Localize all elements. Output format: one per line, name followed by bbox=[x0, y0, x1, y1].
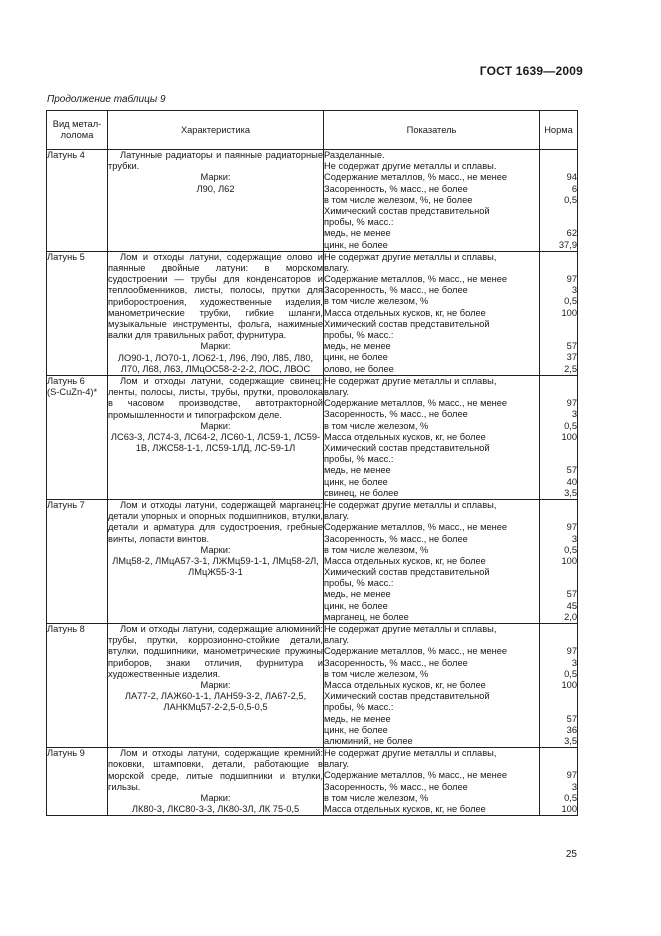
norm-value: 100 bbox=[561, 431, 577, 442]
indicator-line: Засоренность, % масс., не более bbox=[324, 409, 468, 420]
characteristic-cell bbox=[108, 150, 324, 252]
indicator-line: Содержание металлов, % масс., не менее bbox=[324, 522, 508, 533]
indicator-line: влагу. bbox=[324, 387, 350, 398]
norm-value: 3 bbox=[571, 781, 577, 792]
norm-value: 100 bbox=[561, 804, 577, 815]
norm-value: 3,5 bbox=[564, 735, 577, 746]
indicator-line: в том числе железом, % bbox=[324, 296, 429, 307]
norm-value bbox=[540, 217, 577, 228]
indicator-cell bbox=[324, 150, 540, 252]
indicator-cell bbox=[324, 375, 540, 499]
characteristic-cell bbox=[108, 499, 324, 623]
indicator-line: в том числе железом, % bbox=[324, 420, 429, 431]
indicator-line: в том числе железом, % bbox=[324, 544, 429, 555]
indicator-line: влагу. bbox=[324, 262, 350, 273]
norm-value: 57 bbox=[566, 465, 577, 476]
indicator-line: Не содержат другие металлы и сплавы, bbox=[324, 624, 497, 635]
indicator-line: Не содержат другие металлы и сплавы, bbox=[324, 251, 497, 262]
column-header-norm: Норма bbox=[540, 111, 578, 150]
characteristic-text: Лом и отходы латуни, содержащие свинец: ленты, полосы, листы, трубы, прутки, проволока в часовом производстве, автотракторной промышленности и типографском деле. bbox=[108, 375, 323, 420]
brands-label: Марки: bbox=[200, 341, 231, 352]
norm-value bbox=[540, 263, 577, 274]
indicator-line: влагу. bbox=[324, 635, 350, 646]
characteristic-text: Латунные радиаторы и паянные радиаторные трубки. bbox=[108, 150, 323, 172]
metal-type-label: Латунь 8 bbox=[47, 624, 85, 635]
indicator-line: медь, не менее bbox=[324, 341, 391, 352]
indicator-line: в том числе железом, % bbox=[324, 792, 429, 803]
indicator-line: свинец, не более bbox=[324, 487, 399, 498]
indicator-line: цинк, не более bbox=[324, 724, 388, 735]
indicator-cell bbox=[324, 251, 540, 375]
norm-value: 2,0 bbox=[564, 611, 577, 622]
metal-scrap-table bbox=[46, 110, 578, 816]
norm-value: 3 bbox=[571, 409, 577, 420]
norm-value: 37,9 bbox=[558, 239, 577, 250]
indicator-line: Химический состав представительной bbox=[324, 205, 490, 216]
indicator-line: Содержание металлов, % масс., не менее bbox=[324, 274, 508, 285]
indicator-line: пробы, % масс.: bbox=[324, 217, 394, 228]
norm-value: 3 bbox=[571, 657, 577, 668]
indicator-line: Засоренность, % масс., не более bbox=[324, 183, 468, 194]
brands-list: Л90, Л62 bbox=[196, 183, 235, 194]
indicator-line: Химический состав представительной bbox=[324, 691, 490, 702]
norm-value: 97 bbox=[566, 398, 577, 409]
table-header-row bbox=[47, 111, 578, 150]
norm-value bbox=[540, 578, 577, 589]
characteristic-text: Лом и отходы латуни, содержащие алюминий: трубы, прутки, коррозионно-стойкие детали, втулки, подшипники, манометрические пружины приборов, знаки отличия, фурнитура и художественные изделия. bbox=[108, 624, 323, 679]
indicator-line: цинк, не более bbox=[324, 239, 388, 250]
indicator-line: в том числе железом, %, не более bbox=[324, 194, 473, 205]
norm-value bbox=[540, 635, 577, 646]
norm-value: 6 bbox=[571, 183, 577, 194]
norm-value bbox=[540, 376, 577, 387]
norm-value: 94 bbox=[566, 172, 577, 183]
table-row bbox=[47, 375, 578, 499]
characteristic-text: Лом и отходы латуни, содержащие олово и паянные двойные латуни: в морском судостроении — трубы для конденсаторов и теплообменников, листы, полосы, прутки для приборостроения, художественные изделия, манометрические трубки, гибкие шланги, музыкальные инструменты, фольга, нажимные валки для травильных работ, фурнитура. bbox=[108, 251, 323, 341]
column-header-indicator: Показатель bbox=[324, 111, 540, 150]
norm-value bbox=[540, 252, 577, 263]
norm-value bbox=[540, 500, 577, 511]
indicator-line: алюминий, не более bbox=[324, 735, 413, 746]
norm-value: 0,5 bbox=[564, 296, 577, 307]
indicator-line: Содержание металлов, % масс., не менее bbox=[324, 398, 508, 409]
indicator-line: медь, не менее bbox=[324, 465, 391, 476]
characteristic-cell bbox=[108, 748, 324, 816]
table-row bbox=[47, 150, 578, 252]
indicator-line: медь, не менее bbox=[324, 589, 391, 600]
metal-type-label: Латунь 7 bbox=[47, 499, 85, 510]
indicator-line: Не содержат другие металлы и сплавы, bbox=[324, 499, 497, 510]
norm-value bbox=[540, 161, 577, 172]
norm-value: 57 bbox=[566, 341, 577, 352]
norm-value bbox=[540, 759, 577, 770]
norm-value: 37 bbox=[566, 352, 577, 363]
norm-value: 0,5 bbox=[564, 792, 577, 803]
norm-value bbox=[540, 319, 577, 330]
metal-type-label: (S-CuZn-4)* bbox=[47, 387, 98, 398]
indicator-cell bbox=[324, 499, 540, 623]
norm-value: 62 bbox=[566, 228, 577, 239]
norm-value: 100 bbox=[561, 555, 577, 566]
page-number: 25 bbox=[565, 849, 577, 860]
indicator-line: Химический состав представительной bbox=[324, 567, 490, 578]
norm-value bbox=[540, 748, 577, 759]
norm-value: 57 bbox=[566, 713, 577, 724]
norm-value bbox=[540, 624, 577, 635]
indicator-line: Засоренность, % масс., не более bbox=[324, 285, 468, 296]
norm-value bbox=[540, 691, 577, 702]
indicator-line: Масса отдельных кусков, кг, не более bbox=[324, 431, 486, 442]
indicator-line: Масса отдельных кусков, кг, не более bbox=[324, 679, 486, 690]
norm-value: 100 bbox=[561, 679, 577, 690]
norm-value bbox=[540, 443, 577, 454]
indicator-line: влагу. bbox=[324, 759, 350, 770]
indicator-line: в том числе железом, % bbox=[324, 668, 429, 679]
column-header-metal-type: Вид метал- лолома bbox=[47, 111, 108, 150]
brands-label: Марки: bbox=[200, 172, 231, 183]
norm-value bbox=[540, 567, 577, 578]
metal-type-label: Латунь 9 bbox=[47, 748, 85, 759]
metal-type-cell bbox=[47, 748, 108, 816]
indicator-line: медь, не менее bbox=[324, 713, 391, 724]
indicator-line: Содержание металлов, % масс., не менее bbox=[324, 646, 508, 657]
indicator-line: цинк, не более bbox=[324, 352, 388, 363]
norm-value: 97 bbox=[566, 274, 577, 285]
indicator-line: пробы, % масс.: bbox=[324, 702, 394, 713]
brands-list: ЛМц58-2, ЛМцА57-3-1, ЛЖМц59-1-1, ЛМц58-2Л, ЛМцЖ55-3-1 bbox=[112, 556, 319, 578]
indicator-cell bbox=[324, 624, 540, 748]
column-header-characteristic: Характеристика bbox=[108, 111, 324, 150]
norm-value: 3,5 bbox=[564, 487, 577, 498]
indicator-line: Химический состав представительной bbox=[324, 318, 490, 329]
characteristic-cell bbox=[108, 375, 324, 499]
norm-cell bbox=[540, 251, 578, 375]
characteristic-cell bbox=[108, 251, 324, 375]
norm-value: 45 bbox=[566, 600, 577, 611]
norm-value bbox=[540, 702, 577, 713]
indicator-line: Не содержат другие металлы и сплавы. bbox=[324, 161, 497, 172]
norm-value: 97 bbox=[566, 522, 577, 533]
metal-type-label: Латунь 5 bbox=[47, 251, 85, 262]
metal-type-cell bbox=[47, 251, 108, 375]
metal-type-cell bbox=[47, 375, 108, 499]
standard-header: ГОСТ 1639—2009 bbox=[479, 64, 583, 78]
brands-list: ЛС63-3, ЛС74-3, ЛС64-2, ЛС60-1, ЛС59-1, ЛС59-1В, ЛЖС58-1-1, ЛС59-1ЛД, ЛС-59-1Л bbox=[110, 431, 321, 454]
norm-cell bbox=[540, 748, 578, 816]
brands-label: Марки: bbox=[200, 420, 231, 431]
norm-value bbox=[540, 206, 577, 217]
metal-type-cell bbox=[47, 499, 108, 623]
norm-value bbox=[540, 330, 577, 341]
norm-value: 100 bbox=[561, 307, 577, 318]
characteristic-text: Лом и отходы латуни, содержащей марганец: детали упорных и опорных подшипников, втулки, детали и арматура для судостроения, гребные винты, лопасти винтов. bbox=[108, 499, 323, 544]
norm-cell bbox=[540, 624, 578, 748]
indicator-line: Не содержат другие металлы и сплавы, bbox=[324, 375, 497, 386]
indicator-line: цинк, не более bbox=[324, 600, 388, 611]
indicator-line: Масса отдельных кусков, кг, не более bbox=[324, 307, 486, 318]
norm-value: 40 bbox=[566, 476, 577, 487]
indicator-line: олово, не более bbox=[324, 363, 394, 374]
characteristic-text: Лом и отходы латуни, содержащие кремний: поковки, штамповки, детали, работающие в морской среде, литые подшипники и втулки, гильзы. bbox=[108, 748, 323, 792]
indicator-line: марганец, не более bbox=[324, 611, 409, 622]
indicator-line: медь, не менее bbox=[324, 228, 391, 239]
indicator-line: пробы, % масс.: bbox=[324, 578, 394, 589]
norm-value: 0,5 bbox=[564, 668, 577, 679]
indicator-line: Не содержат другие металлы и сплавы, bbox=[324, 748, 497, 759]
indicator-line: Засоренность, % масс., не более bbox=[324, 533, 468, 544]
brands-label: Марки: bbox=[200, 544, 231, 555]
indicator-line: Содержание металлов, % масс., не менее bbox=[324, 172, 508, 183]
indicator-line: Разделанные. bbox=[324, 150, 385, 160]
norm-value: 0,5 bbox=[564, 544, 577, 555]
indicator-line: пробы, % масс.: bbox=[324, 454, 394, 465]
metal-type-label: Латунь 4 bbox=[47, 150, 85, 160]
norm-value: 97 bbox=[566, 770, 577, 781]
norm-value: 97 bbox=[566, 646, 577, 657]
brands-list: ЛО90-1, ЛО70-1, ЛО62-1, Л96, Л90, Л85, Л80, Л70, Л68, Л63, ЛМцОС58-2-2-2, ЛОС, ЛВОС bbox=[117, 352, 314, 374]
norm-value bbox=[540, 150, 577, 161]
metal-type-cell bbox=[47, 624, 108, 748]
indicator-cell bbox=[324, 748, 540, 816]
indicator-line: Масса отдельных кусков, кг, не более bbox=[324, 804, 486, 815]
table-row bbox=[47, 748, 578, 816]
norm-value: 57 bbox=[566, 589, 577, 600]
norm-cell bbox=[540, 150, 578, 252]
indicator-line: пробы, % масс.: bbox=[324, 330, 394, 340]
norm-value: 0,5 bbox=[564, 420, 577, 431]
indicator-line: Засоренность, % масс., не более bbox=[324, 781, 468, 792]
norm-cell bbox=[540, 375, 578, 499]
table-caption: Продолжение таблицы 9 bbox=[47, 94, 166, 105]
characteristic-cell bbox=[108, 624, 324, 748]
metal-type-cell bbox=[47, 150, 108, 252]
norm-value: 0,5 bbox=[564, 194, 577, 205]
brands-label: Марки: bbox=[200, 792, 231, 803]
indicator-line: Засоренность, % масс., не более bbox=[324, 657, 468, 668]
norm-value: 36 bbox=[566, 724, 577, 735]
brands-label: Марки: bbox=[200, 680, 231, 691]
norm-value bbox=[540, 454, 577, 465]
table-row bbox=[47, 624, 578, 748]
table-row bbox=[47, 251, 578, 375]
norm-value bbox=[540, 511, 577, 522]
indicator-line: Содержание металлов, % масс., не менее bbox=[324, 770, 508, 781]
norm-value: 3 bbox=[571, 285, 577, 296]
brands-list: ЛК80-3, ЛКС80-3-3, ЛК80-3Л, ЛК 75-0,5 bbox=[131, 804, 300, 815]
indicator-line: Масса отдельных кусков, кг, не более bbox=[324, 555, 486, 566]
norm-value bbox=[540, 387, 577, 398]
norm-value: 2,5 bbox=[564, 363, 577, 374]
indicator-line: влагу. bbox=[324, 511, 350, 522]
norm-cell bbox=[540, 499, 578, 623]
brands-list: ЛА77-2, ЛАЖ60-1-1, ЛАН59-3-2, ЛА67-2,5, ЛАНКМц57-2-2,5-0,5-0,5 bbox=[124, 691, 307, 713]
norm-value: 3 bbox=[571, 533, 577, 544]
table-row bbox=[47, 499, 578, 623]
metal-type-label: Латунь 6 bbox=[47, 375, 85, 386]
indicator-line: Химический состав представительной bbox=[324, 443, 490, 454]
indicator-line: цинк, не более bbox=[324, 476, 388, 487]
